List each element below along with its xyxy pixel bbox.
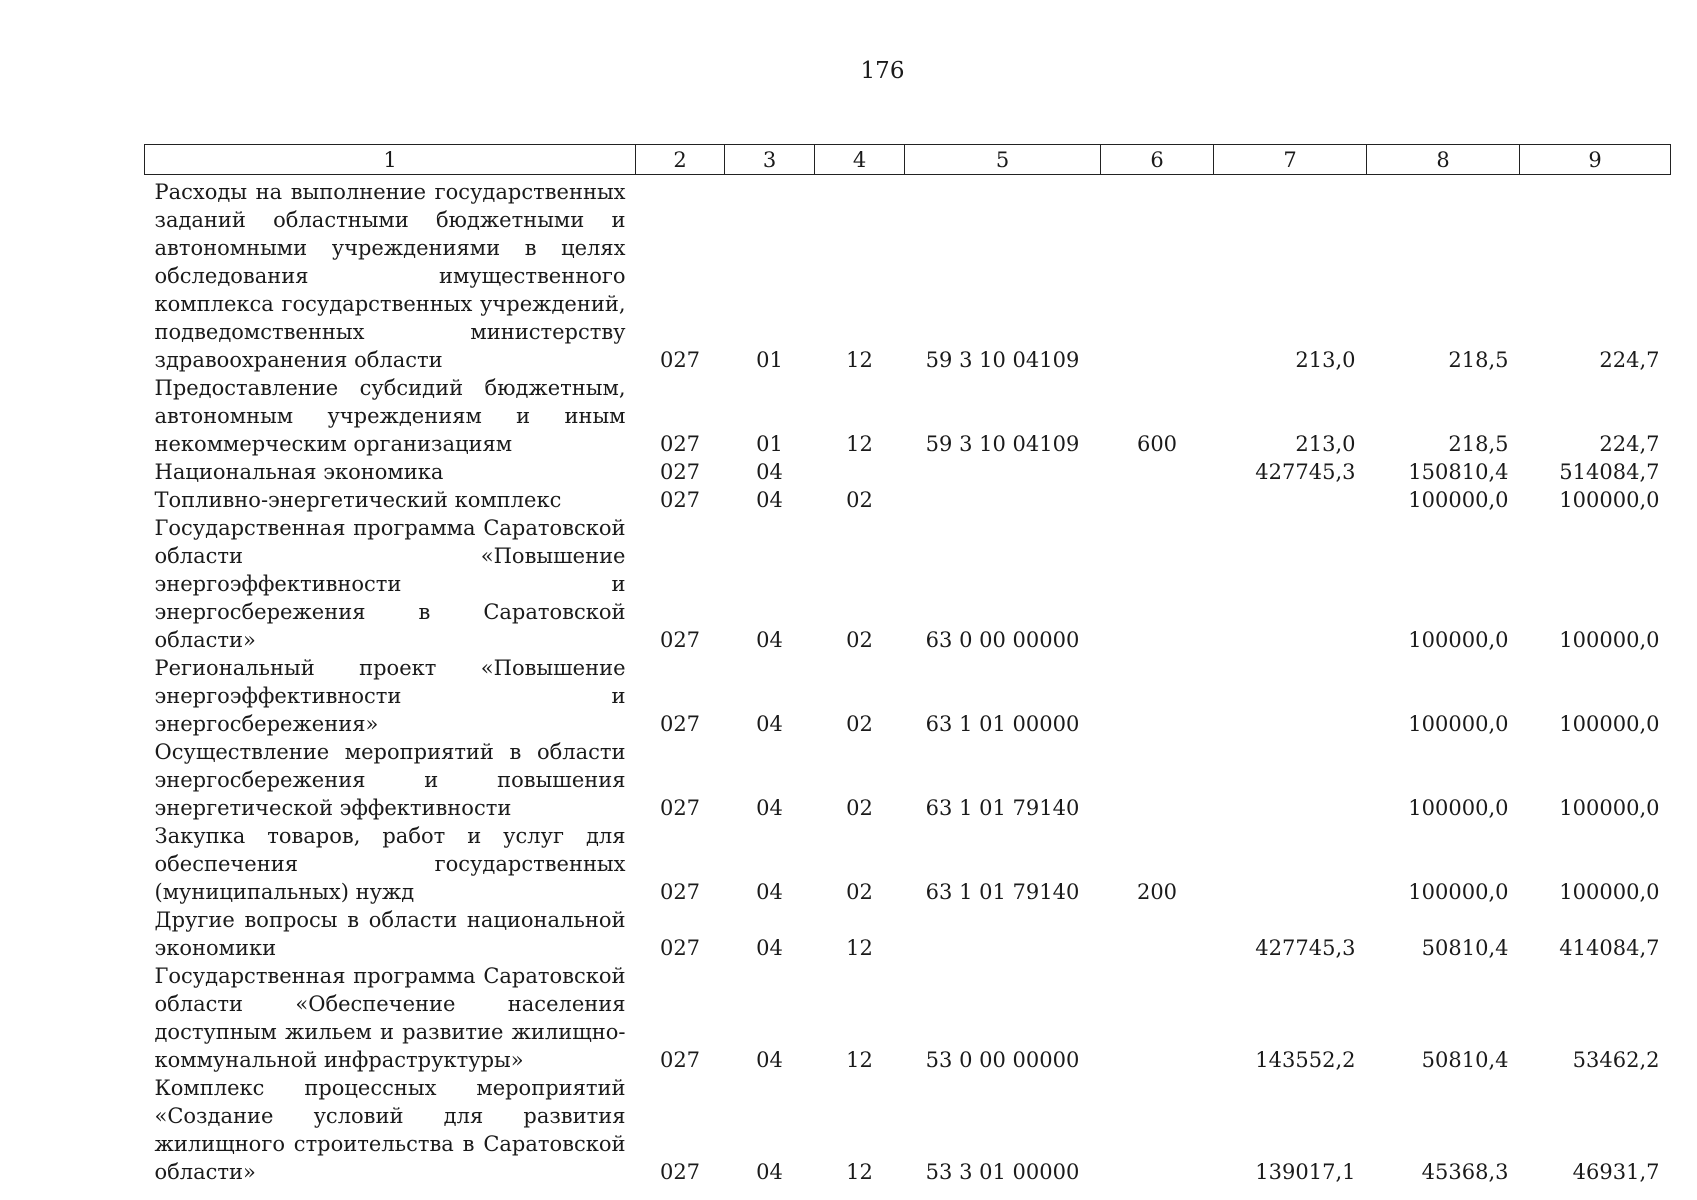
section-code: 01 — [756, 348, 783, 372]
target-article-code: 63 1 01 79140 — [925, 796, 1080, 820]
table-row — [145, 822, 1671, 906]
amount-col-7: 139017,1 — [1255, 1160, 1356, 1184]
ministry-code: 027 — [659, 712, 701, 736]
target-article-code: 63 0 00 00000 — [925, 628, 1080, 652]
section-code: 04 — [756, 712, 783, 736]
expense-type-code — [1101, 514, 1214, 654]
row-name: Государственная программа Саратовской области «Повышение энергоэффективности и энергосбережения в Саратовской области» — [154, 516, 626, 652]
amount-col-9: 100000,0 — [1559, 712, 1660, 736]
budget-table — [144, 144, 1671, 1186]
expense-type-code: 600 — [1136, 432, 1178, 456]
amount-col-8: 50810,4 — [1421, 936, 1509, 960]
amount-col-7: 427745,3 — [1255, 460, 1356, 484]
column-header-5: 5 — [905, 145, 1101, 175]
amount-col-8: 100000,0 — [1408, 880, 1509, 904]
section-code: 04 — [756, 1048, 783, 1072]
column-header-3: 3 — [725, 145, 815, 175]
table-row — [145, 654, 1671, 738]
section-code: 04 — [756, 936, 783, 960]
amount-col-9: 514084,7 — [1559, 460, 1660, 484]
amount-col-7: 213,0 — [1295, 348, 1356, 372]
subsection-code: 02 — [846, 796, 873, 820]
section-code: 04 — [756, 880, 783, 904]
column-header-9: 9 — [1520, 145, 1671, 175]
target-article-code: 53 3 01 00000 — [925, 1160, 1080, 1184]
table-row — [145, 486, 1671, 514]
subsection-code — [815, 458, 905, 486]
subsection-code: 12 — [846, 936, 873, 960]
column-header-7: 7 — [1214, 145, 1367, 175]
expense-type-code — [1101, 486, 1214, 514]
ministry-code: 027 — [659, 348, 701, 372]
target-article-code: 63 1 01 00000 — [925, 712, 1080, 736]
amount-col-7: 427745,3 — [1255, 936, 1356, 960]
section-code: 04 — [756, 460, 783, 484]
row-name: Другие вопросы в области национальной экономики — [154, 908, 626, 960]
amount-col-8: 218,5 — [1448, 348, 1509, 372]
amount-col-9: 414084,7 — [1559, 936, 1660, 960]
amount-col-9: 100000,0 — [1559, 796, 1660, 820]
section-code: 04 — [756, 1160, 783, 1184]
row-name: Государственная программа Саратовской области «Обеспечение населения доступным жильем и развитие жилищно-коммунальной инфраструктуры» — [154, 964, 626, 1072]
amount-col-8: 218,5 — [1448, 432, 1509, 456]
row-name: Закупка товаров, работ и услуг для обеспечения государственных (муниципальных) нужд — [154, 824, 626, 904]
subsection-code: 12 — [846, 348, 873, 372]
expense-type-code — [1101, 654, 1214, 738]
amount-col-7 — [1214, 822, 1367, 906]
row-name: Региональный проект «Повышение энергоэффективности и энергосбережения» — [154, 656, 626, 736]
amount-col-8: 100000,0 — [1408, 488, 1509, 512]
subsection-code: 02 — [846, 712, 873, 736]
section-code: 04 — [756, 796, 783, 820]
table-body — [145, 175, 1671, 1187]
column-header-8: 8 — [1367, 145, 1520, 175]
amount-col-8: 45368,3 — [1421, 1160, 1509, 1184]
row-name: Предоставление субсидий бюджетным, автономным учреждениям и иным некоммерческим организациям — [154, 376, 626, 456]
section-code: 01 — [756, 432, 783, 456]
amount-col-9: 53462,2 — [1572, 1048, 1660, 1072]
subsection-code: 12 — [846, 1048, 873, 1072]
ministry-code: 027 — [659, 488, 701, 512]
table-row — [145, 738, 1671, 822]
amount-col-9: 100000,0 — [1559, 628, 1660, 652]
expense-type-code — [1101, 738, 1214, 822]
amount-col-8: 150810,4 — [1408, 460, 1509, 484]
row-name: Национальная экономика — [154, 460, 444, 484]
expense-type-code — [1101, 906, 1214, 962]
amount-col-8: 100000,0 — [1408, 712, 1509, 736]
ministry-code: 027 — [659, 628, 701, 652]
page-number: 176 — [860, 58, 905, 84]
amount-col-8: 100000,0 — [1408, 628, 1509, 652]
column-header-1: 1 — [145, 145, 636, 175]
ministry-code: 027 — [659, 936, 701, 960]
amount-col-7 — [1214, 514, 1367, 654]
ministry-code: 027 — [659, 1160, 701, 1184]
ministry-code: 027 — [659, 432, 701, 456]
table-row — [145, 374, 1671, 458]
table-row — [145, 458, 1671, 486]
table-row — [145, 1074, 1671, 1186]
amount-col-7 — [1214, 486, 1367, 514]
expense-type-code — [1101, 962, 1214, 1074]
amount-col-7 — [1214, 738, 1367, 822]
amount-col-7 — [1214, 654, 1367, 738]
table-row — [145, 962, 1671, 1074]
target-article-code — [905, 486, 1101, 514]
amount-col-8: 100000,0 — [1408, 796, 1509, 820]
row-name: Топливно-энергетический комплекс — [154, 488, 562, 512]
ministry-code: 027 — [659, 880, 701, 904]
column-header-4: 4 — [815, 145, 905, 175]
column-header-2: 2 — [636, 145, 725, 175]
subsection-code: 12 — [846, 1160, 873, 1184]
ministry-code: 027 — [659, 1048, 701, 1072]
amount-col-7: 143552,2 — [1255, 1048, 1356, 1072]
row-name: Расходы на выполнение государственных заданий областными бюджетными и автономными учреждениями в целях обследования имущественного комплекса государственных учреждений, подведомственных министерству здравоохранения области — [154, 180, 626, 372]
expense-type-code — [1101, 1074, 1214, 1186]
subsection-code: 02 — [846, 628, 873, 652]
header-row — [145, 145, 1671, 175]
table-row — [145, 175, 1671, 375]
amount-col-9: 100000,0 — [1559, 488, 1660, 512]
amount-col-7: 213,0 — [1295, 432, 1356, 456]
ministry-code: 027 — [659, 460, 701, 484]
target-article-code: 63 1 01 79140 — [925, 880, 1080, 904]
section-code: 04 — [756, 488, 783, 512]
amount-col-9: 224,7 — [1599, 432, 1660, 456]
amount-col-9: 100000,0 — [1559, 880, 1660, 904]
row-name: Осуществление мероприятий в области энергосбережения и повышения энергетической эффективности — [154, 740, 626, 820]
table-row — [145, 514, 1671, 654]
amount-col-8: 50810,4 — [1421, 1048, 1509, 1072]
amount-col-9: 46931,7 — [1572, 1160, 1660, 1184]
table-row — [145, 906, 1671, 962]
target-article-code: 59 3 10 04109 — [925, 348, 1080, 372]
target-article-code: 59 3 10 04109 — [925, 432, 1080, 456]
target-article-code — [905, 906, 1101, 962]
row-name: Комплекс процессных мероприятий «Создание условий для развития жилищного строительства в Саратовской области» — [154, 1076, 626, 1184]
section-code: 04 — [756, 628, 783, 652]
ministry-code: 027 — [659, 796, 701, 820]
subsection-code: 02 — [846, 880, 873, 904]
target-article-code — [905, 458, 1101, 486]
expense-type-code — [1101, 458, 1214, 486]
amount-col-9: 224,7 — [1599, 348, 1660, 372]
expense-type-code — [1101, 175, 1214, 375]
expense-type-code: 200 — [1136, 880, 1178, 904]
column-header-6: 6 — [1101, 145, 1214, 175]
target-article-code: 53 0 00 00000 — [925, 1048, 1080, 1072]
subsection-code: 12 — [846, 432, 873, 456]
subsection-code: 02 — [846, 488, 873, 512]
